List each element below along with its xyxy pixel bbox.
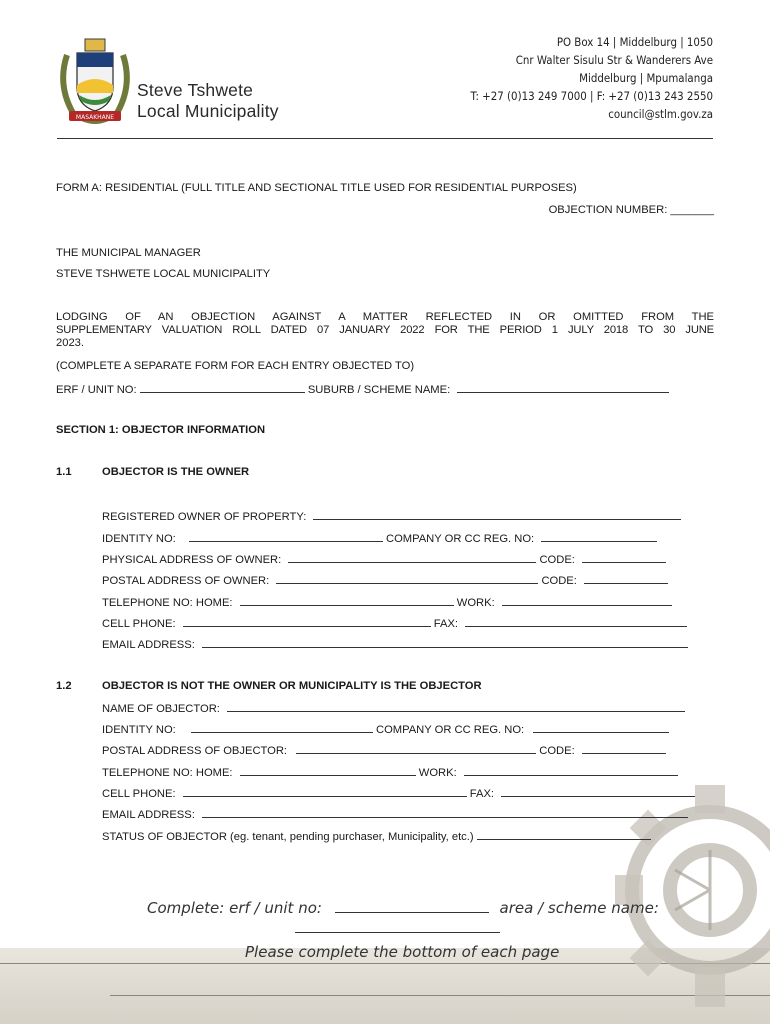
form-title: FORM A: RESIDENTIAL (FULL TITLE AND SECTIONAL TITLE USED FOR RESIDENTIAL PURPOSES) [56, 182, 577, 194]
email-input[interactable] [202, 637, 688, 648]
work-input[interactable] [502, 595, 672, 606]
fax-input[interactable] [465, 616, 687, 627]
code-input[interactable] [582, 552, 666, 563]
field-row [102, 616, 687, 630]
address-line: Middelburg | Mpumalanga [579, 71, 713, 85]
work-label: WORK: [456, 597, 495, 609]
registered-owner-input[interactable] [313, 509, 681, 520]
section-number: 1.1 [56, 466, 72, 478]
address-line: PO Box 14 | Middelburg | 1050 [556, 35, 713, 49]
footer-area-input[interactable] [295, 932, 500, 933]
section-number: 1.2 [56, 680, 72, 692]
company-reg-input[interactable] [533, 722, 669, 733]
company-reg-input[interactable] [541, 531, 657, 542]
objector-status-input[interactable] [477, 829, 651, 840]
footer-complete-row [147, 898, 659, 917]
field-row [102, 552, 666, 566]
email-label: EMAIL ADDRESS: [102, 639, 195, 651]
contact-email: council@stlm.gov.za [608, 107, 713, 121]
org-name-line1: Steve Tshwete [137, 80, 254, 100]
org-name-line2: Local Municipality [137, 101, 279, 121]
separate-form-note: (COMPLETE A SEPARATE FORM FOR EACH ENTRY OBJECTED TO) [56, 360, 415, 372]
suburb-input[interactable] [457, 382, 669, 393]
header-divider [57, 138, 713, 139]
code-label: CODE: [541, 575, 577, 587]
field-row [102, 701, 685, 715]
addressee-line: STEVE TSHWETE LOCAL MUNICIPALITY [56, 268, 271, 280]
section-1-2-title: OBJECTOR IS NOT THE OWNER OR MUNICIPALITY IS THE OBJECTOR [102, 680, 482, 692]
erf-unit-row [56, 382, 669, 396]
erf-input[interactable] [140, 382, 305, 393]
cell-phone-input[interactable] [183, 616, 431, 627]
footer-note: Please complete the bottom of each page [245, 943, 560, 961]
email-label: EMAIL ADDRESS: [102, 809, 195, 821]
field-row [102, 829, 651, 843]
work-input[interactable] [464, 765, 678, 776]
company-reg-label: COMPANY OR CC REG. NO: [375, 724, 525, 736]
physical-address-input[interactable] [288, 552, 536, 563]
registered-owner-label: REGISTERED OWNER OF PROPERTY: [102, 511, 307, 523]
field-row [102, 722, 669, 736]
code-input[interactable] [582, 743, 666, 754]
telephone-home-label: TELEPHONE NO: HOME: [102, 767, 233, 779]
field-row [102, 595, 672, 609]
section1-heading: SECTION 1: OBJECTOR INFORMATION [56, 424, 266, 436]
postal-address-label: POSTAL ADDRESS OF OBJECTOR: [102, 745, 288, 757]
cell-phone-input[interactable] [183, 786, 467, 797]
lodging-text: LODGING OF AN OBJECTION AGAINST A MATTER REFLECTED IN OR OMITTED FROM THE [56, 311, 714, 323]
footer-area-label: area / scheme name: [499, 899, 659, 917]
objector-status-label: STATUS OF OBJECTOR (eg. tenant, pending purchaser, Municipality, etc.) [102, 831, 474, 843]
objector-name-input[interactable] [227, 701, 685, 712]
physical-address-label: PHYSICAL ADDRESS OF OWNER: [102, 554, 282, 566]
erf-label: ERF / UNIT NO: [56, 384, 137, 396]
crest-banner-text: MASAKHANE [75, 114, 115, 121]
fax-label: FAX: [433, 618, 459, 630]
municipality-crest-icon [55, 35, 135, 127]
field-row [102, 573, 668, 587]
cell-phone-label: CELL PHONE: [102, 618, 176, 630]
telephone-home-label: TELEPHONE NO: HOME: [102, 597, 233, 609]
footer-erf-label: Complete: erf / unit no: [147, 899, 322, 917]
address-line: T: +27 (0)13 249 7000 | F: +27 (0)13 243 2550 [470, 89, 713, 103]
objector-name-label: NAME OF OBJECTOR: [102, 703, 220, 715]
identity-no-label: IDENTITY NO: [102, 533, 176, 545]
code-input[interactable] [584, 573, 668, 584]
code-label: CODE: [539, 745, 575, 757]
field-row [102, 637, 688, 651]
cell-phone-label: CELL PHONE: [102, 788, 176, 800]
work-label: WORK: [418, 767, 457, 779]
field-row [102, 765, 678, 779]
field-row [102, 743, 666, 757]
telephone-home-input[interactable] [240, 595, 454, 606]
suburb-label: SUBURB / SCHEME NAME: [307, 384, 451, 396]
section-1-1-title: OBJECTOR IS THE OWNER [102, 466, 250, 478]
postal-address-input[interactable] [276, 573, 538, 584]
identity-no-label: IDENTITY NO: [102, 724, 176, 736]
addressee-line: THE MUNICIPAL MANAGER [56, 247, 201, 259]
postal-address-label: POSTAL ADDRESS OF OWNER: [102, 575, 270, 587]
footer-erf-input[interactable] [335, 898, 489, 913]
field-row [102, 509, 681, 523]
field-row [102, 786, 695, 800]
lodging-text: 2023. [56, 337, 84, 349]
field-row [102, 531, 657, 545]
lodging-text: SUPPLEMENTARY VALUATION ROLL DATED 07 JANUARY 2022 FOR THE PERIOD 1 JULY 2018 TO 30 JUNE [56, 324, 714, 336]
code-label: CODE: [539, 554, 575, 566]
email-input[interactable] [202, 807, 688, 818]
fax-label: FAX: [469, 788, 495, 800]
identity-no-input[interactable] [191, 722, 373, 733]
company-reg-label: COMPANY OR CC REG. NO: [385, 533, 535, 545]
fax-input[interactable] [501, 786, 695, 797]
postal-address-input[interactable] [296, 743, 536, 754]
objection-number[interactable]: OBJECTION NUMBER: _______ [548, 204, 714, 216]
field-row [102, 807, 688, 821]
telephone-home-input[interactable] [240, 765, 416, 776]
identity-no-input[interactable] [189, 531, 383, 542]
address-line: Cnr Walter Sisulu Str & Wanderers Ave [515, 53, 713, 67]
